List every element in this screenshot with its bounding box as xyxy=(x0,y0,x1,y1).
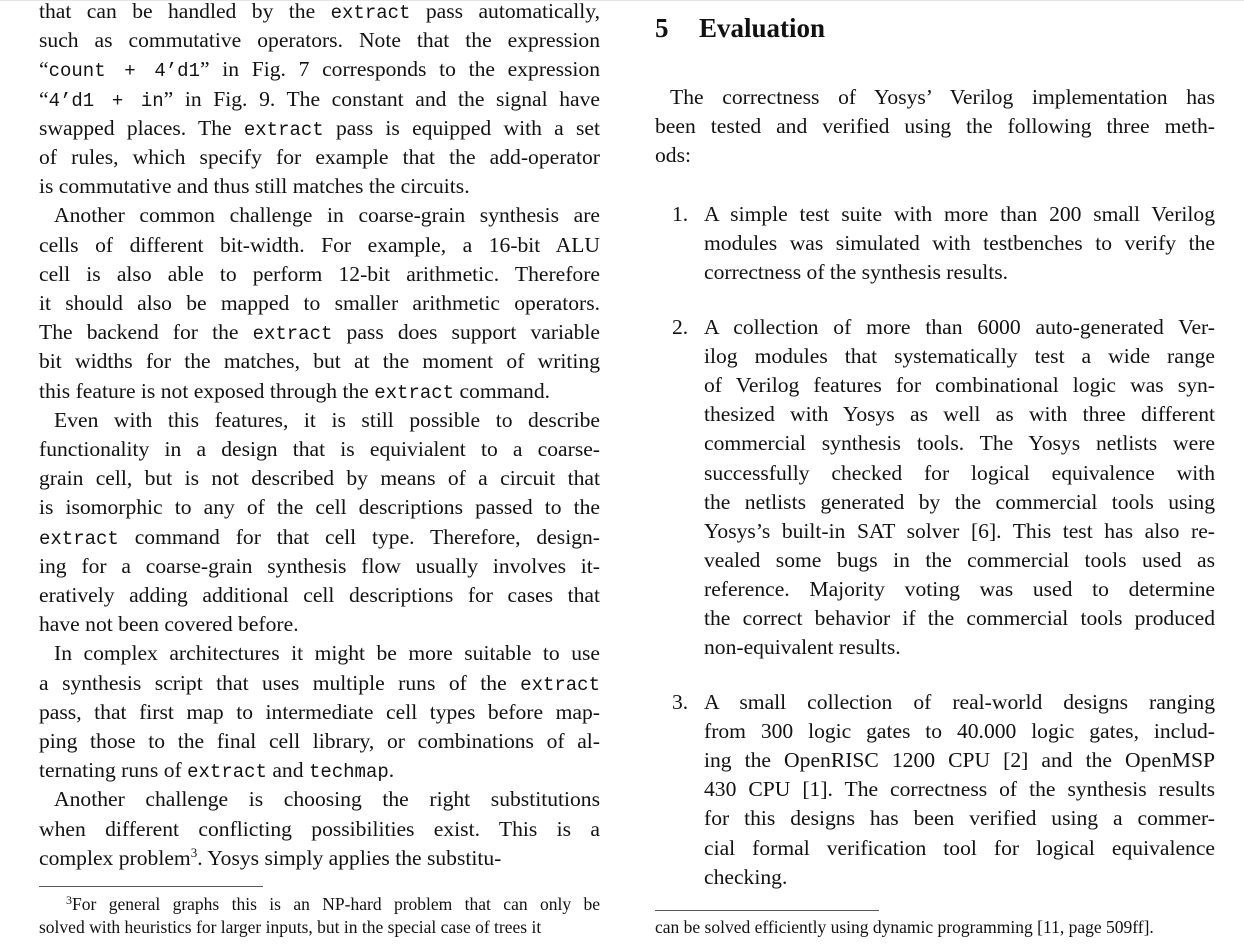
text-line: cial formal verification tool for logical equivalence xyxy=(704,835,1215,860)
text: and xyxy=(266,758,309,783)
text-line: reference. Majority voting was used to determine xyxy=(704,576,1215,601)
footnote-rule xyxy=(655,910,879,911)
text: functionality in a design that is equivialent to a coarse- xyxy=(39,437,600,461)
code-inline: 4’d1 + in xyxy=(48,89,164,112)
code-inline: techmap xyxy=(308,761,389,784)
text: grain cell, but is not described by means of a circuit that xyxy=(39,466,600,491)
text: command. xyxy=(454,378,551,403)
text-line xyxy=(39,289,600,318)
footnote-rule xyxy=(39,886,263,887)
text-line xyxy=(39,55,600,84)
text: eratively adding additional cell descriptions for cases that xyxy=(39,583,600,607)
text-line: The correctness of Yosys’ Verilog implementation has xyxy=(670,85,1215,109)
text-line: for this designs has been verified using a commer- xyxy=(704,806,1215,831)
text-line: A collection of more than 6000 auto-generated Ver- xyxy=(704,315,1215,339)
code-inline: extract xyxy=(39,527,119,550)
text: ternating runs of xyxy=(39,758,188,783)
text: pass does support variable xyxy=(332,320,600,345)
code-inline: extract xyxy=(252,323,333,346)
text-line xyxy=(39,581,600,610)
code-inline: extract xyxy=(187,761,267,784)
text: is commutative and thus still matches the circuits. xyxy=(39,174,470,199)
text-line xyxy=(39,756,600,785)
text: pass, that first map to intermediate cell types before map- xyxy=(39,699,600,724)
text-line xyxy=(39,231,600,260)
code-inline: count + 4’d1 xyxy=(48,60,200,83)
text-line xyxy=(39,669,600,698)
text-line: the correct behavior if the commercial tools produced xyxy=(704,606,1215,630)
text-line: vealed some bugs in the commercial tools used as xyxy=(704,547,1215,572)
text: it should also be mapped to smaller arithmetic operators. xyxy=(39,291,600,315)
footnote-mark: 3 xyxy=(66,893,72,907)
footnote-ref: 3 xyxy=(190,844,198,860)
text-line: ilog modules that systematically test a wide range xyxy=(704,344,1215,369)
text: In complex architectures it might be more suitable to use xyxy=(54,641,600,666)
text: ” in Fig. 7 corresponds to the expression xyxy=(199,57,600,82)
text-line xyxy=(39,114,600,143)
text-line: the netlists generated by the commercial tools using xyxy=(704,489,1215,514)
text-line xyxy=(39,377,600,406)
text: complex problem xyxy=(39,845,191,870)
text: have not been covered before. xyxy=(39,612,299,637)
text: command for that cell type. Therefore, design- xyxy=(118,524,600,549)
text-line xyxy=(39,201,600,230)
text: cells of different bit-width. For example, a 16-bit ALU xyxy=(39,232,600,257)
text-line: 430 CPU [1]. The correctness of the synthesis results xyxy=(704,777,1215,802)
text-line: ing the OpenRISC 1200 CPU [2] and the OpenMSP xyxy=(704,748,1215,773)
text-line: non-equivalent results. xyxy=(704,635,901,660)
text-line: of Verilog features for combinational logic was syn- xyxy=(704,373,1215,398)
text-line: from 300 logic gates to 40.000 logic gates, includ- xyxy=(704,719,1215,744)
text: that can be handled by the xyxy=(39,0,331,23)
text-line xyxy=(39,610,600,639)
text-line: checking. xyxy=(704,864,788,889)
text: “ xyxy=(39,86,49,111)
text-line: ods: xyxy=(655,143,691,168)
text-line: been tested and verified using the following three meth- xyxy=(655,114,1215,139)
text: of rules, which specify for example that the add-operator xyxy=(39,145,600,169)
code-inline: extract xyxy=(243,118,324,141)
footnote-3-line-1: $^3$For general graphs this is an NP-hard problem that can only be xyxy=(66,893,600,914)
text: . Yosys simply applies the substitu- xyxy=(197,845,502,870)
text-line xyxy=(39,26,600,55)
text-line xyxy=(39,0,600,26)
text-line xyxy=(39,172,600,201)
text-line xyxy=(39,698,600,727)
text: is isomorphic to any of the cell descriptions passed to the xyxy=(39,495,600,520)
text: . xyxy=(388,758,395,783)
list-number: 2. xyxy=(672,315,689,339)
text: this feature is not exposed through the xyxy=(39,378,375,403)
text-line xyxy=(39,464,600,493)
text-line: correctness of the synthesis results. xyxy=(704,260,1009,285)
text: ping those to the final cell library, or combinations of al- xyxy=(39,729,600,753)
footnote-3-line-2: solved with heuristics for larger inputs, but in the special case of trees it xyxy=(39,917,542,937)
list-number: 3. xyxy=(672,690,689,714)
section-title: Evaluation xyxy=(699,13,826,43)
code-inline: extract xyxy=(520,673,600,696)
text: a synthesis script that uses multiple runs of the xyxy=(39,670,521,695)
text-line xyxy=(39,406,600,435)
text: Another common challenge in coarse-grain synthesis are xyxy=(54,203,600,228)
list-number: 1. xyxy=(672,202,689,226)
text-line: successfully checked for logical equivalence with xyxy=(704,460,1215,485)
text-line xyxy=(39,552,600,581)
code-inline: extract xyxy=(374,381,455,404)
text: swapped places. The xyxy=(39,115,244,140)
text: bit widths for the matches, but at the moment of writing xyxy=(39,349,600,374)
section-number: 5 xyxy=(655,13,669,43)
footnote-continuation: can be solved efficiently using dynamic programming [11, page 509ff]. xyxy=(655,917,1154,937)
text-line xyxy=(39,318,600,347)
text-line: A simple test suite with more than 200 small Verilog xyxy=(704,202,1215,226)
text: cell is also able to perform 12-bit arithmetic. Therefore xyxy=(39,261,600,286)
text-line xyxy=(39,493,600,522)
text: ing for a coarse-grain synthesis flow usually involves it- xyxy=(39,553,600,578)
text: such as commutative operators. Note that the expression xyxy=(39,28,600,53)
text-line xyxy=(39,815,600,844)
text-line xyxy=(39,523,600,552)
text-line xyxy=(39,727,600,756)
text: Another challenge is choosing the right substitutions xyxy=(54,787,600,812)
text: pass is equipped with a set xyxy=(323,115,600,140)
text-line xyxy=(39,844,600,873)
text-line: commercial synthesis tools. The Yosys netlists were xyxy=(704,431,1215,456)
section-heading xyxy=(655,10,825,46)
text-line xyxy=(39,785,600,814)
text-line xyxy=(39,85,600,114)
text-line xyxy=(39,435,600,464)
text: Even with this features, it is still possible to describe xyxy=(54,407,600,432)
text: ” in Fig. 9. The constant and the signal have xyxy=(163,86,600,111)
text: pass automatically, xyxy=(410,0,600,23)
text: when different conflicting possibilities exist. This is a xyxy=(39,816,600,841)
text: “ xyxy=(39,57,49,82)
text-line xyxy=(39,347,600,376)
text-line: Yosys’s built-in SAT solver [6]. This test has also re- xyxy=(704,518,1215,543)
text-line xyxy=(39,639,600,668)
text-line xyxy=(39,143,600,172)
text-line xyxy=(39,260,600,289)
text-line: A small collection of real-world designs ranging xyxy=(704,690,1215,714)
text-line: modules was simulated with testbenches to verify the xyxy=(704,231,1215,256)
code-inline: extract xyxy=(330,2,411,24)
text-line: thesized with Yosys as well as with three different xyxy=(704,402,1215,427)
text: The backend for the xyxy=(39,320,253,345)
